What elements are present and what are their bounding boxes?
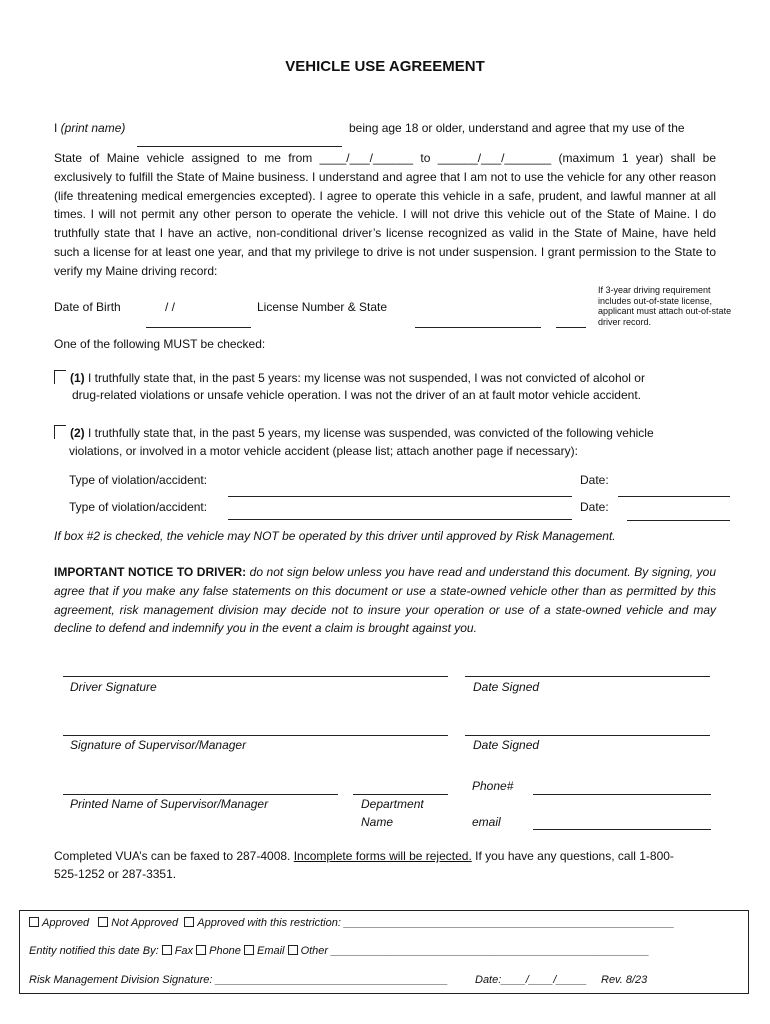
incomplete-warning: Incomplete forms will be rejected. xyxy=(293,849,472,863)
violation-date-label-2: Date: xyxy=(580,500,609,514)
license-state-field[interactable] xyxy=(556,327,586,328)
violation-field-2[interactable] xyxy=(228,519,572,520)
questions-text: If you have any questions, call 1-800- xyxy=(471,849,674,863)
restriction-checkbox[interactable] xyxy=(184,917,194,927)
rmd-signature-label: Risk Management Division Signature: ______________________________________ xyxy=(29,974,448,986)
other-label: Other ____________________________________________________ xyxy=(300,945,650,957)
print-name-hint: (print name) xyxy=(60,121,126,135)
option-2-number: (2) xyxy=(70,426,85,440)
entity-label: Entity notified this date By: xyxy=(29,945,159,957)
approval-row xyxy=(29,917,674,929)
supervisor-signature-field[interactable] xyxy=(63,735,448,736)
option-1-text: I truthfully state that, in the past 5 years: my license was not suspended, I was not convicted of alcohol or xyxy=(84,371,645,385)
fax-instructions xyxy=(54,849,674,863)
department-field[interactable] xyxy=(353,794,448,795)
not-approved-checkbox[interactable] xyxy=(98,917,108,927)
option-2-text-line2: violations, or involved in a motor vehicle accident (please list; attach another page if necessary): xyxy=(69,444,578,458)
other-checkbox[interactable] xyxy=(288,945,298,955)
license-label: License Number & State xyxy=(257,300,388,314)
printed-name-field[interactable] xyxy=(63,794,338,795)
dob-slashes: / / xyxy=(165,300,176,314)
phone-option-label: Phone xyxy=(209,945,241,957)
supervisor-date-label: Date Signed xyxy=(473,738,540,752)
supervisor-date-field[interactable] xyxy=(465,735,710,736)
fax-checkbox[interactable] xyxy=(162,945,172,955)
supervisor-signature-label: Signature of Supervisor/Manager xyxy=(70,738,247,752)
not-approved-label: Not Approved xyxy=(111,917,179,929)
option-2 xyxy=(54,425,654,440)
must-checked-text: One of the following MUST be checked: xyxy=(54,337,266,351)
email-option-label: Email xyxy=(256,945,285,957)
age-statement: being age 18 or older, understand and agree that my use of the xyxy=(349,121,685,135)
dob-field[interactable] xyxy=(146,327,251,328)
fax-label: Fax xyxy=(174,945,194,957)
agreement-body: State of Maine vehicle assigned to me from ____/___/______ to ______/___/_______ (maximum 1 year) shall be exclusively to fulfill the State of Maine business. I understand and agree that I am not to use the vehicle for any other reason (life threatening medical emergencies excepted). I agree to operate this vehicle in a safe, prudent, and lawful manner at all times. I will not permit any other person to operate the vehicle. I will not drive this vehicle out of the State of Maine. I do truthfully state that I have an active, non-conditional driver’s license recognized as valid in the State of Maine, have held such a license for at least one year, and that my privilege to drive is not under suspension. I grant permission to the State to verify my Maine driving record: xyxy=(54,151,716,278)
approved-checkbox[interactable] xyxy=(29,917,39,927)
phone-checkbox[interactable] xyxy=(196,945,206,955)
driver-signature-label: Driver Signature xyxy=(70,680,157,694)
page-title: VEHICLE USE AGREEMENT xyxy=(285,58,485,75)
phone-field[interactable] xyxy=(533,794,711,795)
violation-date-field-2[interactable] xyxy=(627,520,730,521)
phone-label: Phone# xyxy=(472,779,514,793)
fax-text: Completed VUA’s can be faxed to 287-4008. xyxy=(54,849,294,863)
out-of-state-note: If 3-year driving requirement includes out-of-state license, applicant must attach out-of-state driver record. xyxy=(598,285,732,327)
driver-date-field[interactable] xyxy=(465,676,710,677)
fax-instructions-line2: 525-1252 or 287-3351. xyxy=(54,867,177,881)
option-2-checkbox[interactable] xyxy=(54,425,66,439)
entity-row xyxy=(29,945,649,957)
i-label: I xyxy=(54,121,61,135)
department-label: Department xyxy=(361,797,424,811)
print-name-field[interactable] xyxy=(137,146,342,147)
driver-signature-field[interactable] xyxy=(63,676,448,677)
email-checkbox[interactable] xyxy=(244,945,254,955)
option-1 xyxy=(54,370,645,385)
notice-text: do not sign below unless you have read and understand this document. By signing, you agree that if you make any false statements on this document or use a state-owned vehicle other than as permitted by this agreement, risk management division may decide not to insure your operation or use of a state-owned vehicle and may decline to defend and indemnify you in the event a claim is brought against you. xyxy=(54,565,716,636)
violation-date-field-1[interactable] xyxy=(618,496,730,497)
option-1-checkbox[interactable] xyxy=(54,370,66,384)
print-name-label xyxy=(54,121,125,135)
option-2-text: I truthfully state that, in the past 5 years, my license was suspended, was convicted of the following vehicle xyxy=(84,426,654,440)
violation-date-label-1: Date: xyxy=(580,473,609,487)
rmd-date-label: Date:____/____/_____ xyxy=(475,974,587,986)
agreement-paragraph xyxy=(54,149,716,281)
important-notice xyxy=(54,563,716,638)
violation-label-1: Type of violation/accident: xyxy=(69,473,208,487)
restriction-label: Approved with this restriction: ______________________________________________________ xyxy=(197,917,675,929)
violation-field-1[interactable] xyxy=(228,496,572,497)
option-1-text-line2: drug-related violations or unsafe vehicle operation. I was not the driver of an at fault motor vehicle accident. xyxy=(72,388,641,402)
revision-label: Rev. 8/23 xyxy=(601,974,648,986)
license-number-field[interactable] xyxy=(415,327,541,328)
dob-label: Date of Birth xyxy=(54,300,121,314)
driver-date-label: Date Signed xyxy=(473,680,540,694)
printed-name-label: Printed Name of Supervisor/Manager xyxy=(70,797,269,811)
department-name-label: Name xyxy=(361,815,394,829)
option-1-number: (1) xyxy=(70,371,85,385)
email-field[interactable] xyxy=(533,829,711,830)
box-2-note: If box #2 is checked, the vehicle may NOT be operated by this driver until approved by Risk Management. xyxy=(54,529,616,543)
notice-heading: IMPORTANT NOTICE TO DRIVER: xyxy=(54,565,247,579)
approved-label: Approved xyxy=(42,917,90,929)
violation-label-2: Type of violation/accident: xyxy=(69,500,208,514)
email-label: email xyxy=(472,815,501,829)
